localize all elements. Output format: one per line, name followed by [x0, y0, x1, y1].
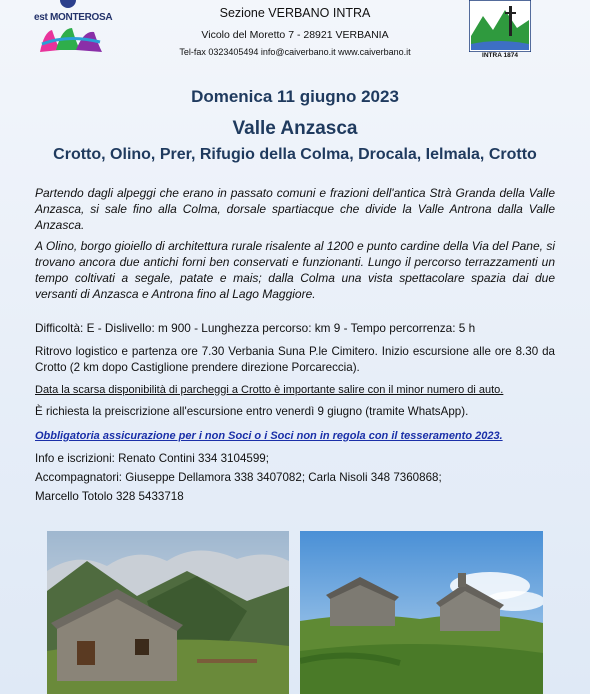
monterosa-logo	[30, 0, 113, 60]
photo-mountain-hut	[47, 531, 289, 694]
photo-stone-village	[300, 531, 543, 694]
preregistration-note: È richiesta la preiscrizione all'escursione entro venerdì 9 giugno (tramite WhatsApp).	[35, 405, 469, 418]
event-route: Crotto, Olino, Prer, Rifugio della Colma, Drocala, Ielmala, Crotto	[53, 146, 537, 163]
description-paragraph-1: Partendo dagli alpeggi che erano in passato comuni e frazioni dell'antica Strà Granda della Valle Anzasca, si sale fino alla Colma, dorsale spartiacque che divide la Valle Antrona dalla Valle Anzasca.	[35, 186, 555, 232]
companion-extra: Marcello Totolo 328 5433718	[35, 490, 184, 503]
intra-1874-label: INTRA 1874	[482, 52, 518, 59]
section-name: Sezione VERBANO INTRA	[219, 6, 371, 20]
alpine-landscape-icon	[469, 0, 531, 52]
event-valley: Valle Anzasca	[232, 118, 358, 139]
description-paragraph-2: A Olino, borgo gioiello di architettura rurale risalente al 1200 e punto cardine della Via del Pane, si trovano ancora due antichi forni ben conservati e funzionanti. Lungo il percorso terrazzamenti un tempo coltivati a segale, patate e mais; dalla Colma una vista spettacolare spazia dai due versanti di Anzasca e Antrona fino al Lago Maggiore.	[35, 239, 555, 301]
info-contact: Info e iscrizioni: Renato Contini 334 3104599;	[35, 452, 269, 465]
difficulty-line: Difficoltà: E - Dislivello: m 900 - Lunghezza percorso: km 9 - Tempo percorrenza: 5 h	[35, 321, 476, 335]
crest-icon	[60, 0, 76, 8]
event-date: Domenica 11 giugno 2023	[191, 87, 399, 106]
cai-intra-logo	[469, 0, 531, 62]
section-address: Vicolo del Moretto 7 - 28921 VERBANIA	[201, 29, 389, 41]
mountain-mark-icon	[38, 24, 104, 54]
insurance-link[interactable]: Obbligatoria assicurazione per i non Soci o i Soci non in regola con il tesseramento 2023.	[35, 430, 503, 442]
section-contacts: Tel-fax 0323405494 info@caiverbano.it www.caiverbano.it	[179, 47, 411, 57]
companions-line: Accompagnatori: Giuseppe Dellamora 338 3407082; Carla Nisoli 348 7360868;	[35, 471, 442, 484]
parking-note: Data la scarsa disponibilità di parcheggi a Crotto è importante salire con il minor numero di auto.	[35, 384, 504, 396]
meeting-info: Ritrovo logistico e partenza ore 7.30 Verbania Suna P.le Cimitero. Inizio escursione alle ore 8.30 da Crotto (2 km dopo Castiglione prendere direzione Porcareccia).	[35, 345, 555, 374]
monterosa-logo-text: est MONTEROSA	[34, 12, 113, 23]
